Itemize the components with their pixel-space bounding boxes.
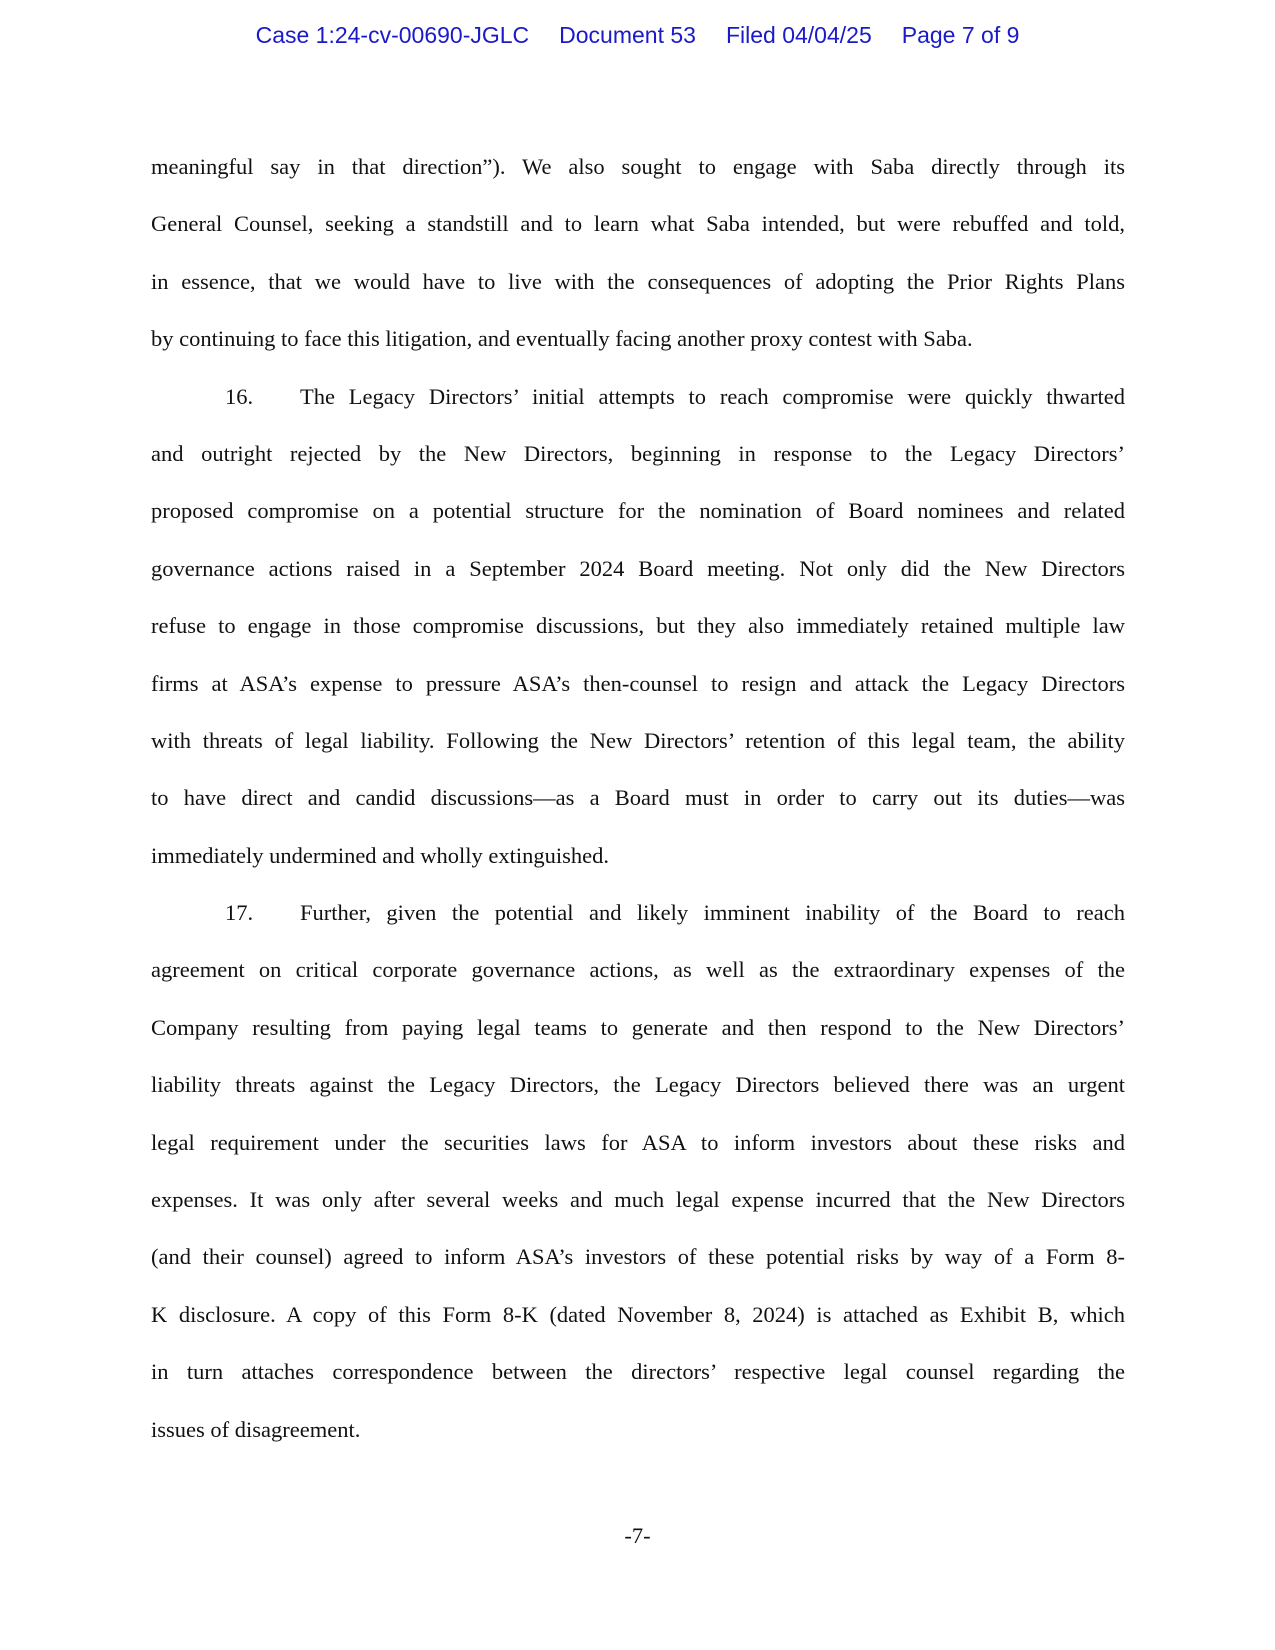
ecf-header <box>0 22 1275 49</box>
paragraph-continuation <box>151 138 1125 368</box>
paragraph-17 <box>151 884 1125 1458</box>
text-line: proposed compromise on a potential structure for the nomination of Board nominees and related <box>151 498 1125 524</box>
text-line: in essence, that we would have to live with the consequences of adopting the Prior Rights Plans <box>151 268 1125 294</box>
page-indicator: Page 7 of 9 <box>901 22 1020 48</box>
text-line: expenses. It was only after several weeks and much legal expense incurred that the New Directors <box>151 1187 1125 1213</box>
text-line: in turn attaches correspondence between the directors’ respective legal counsel regarding the <box>151 1359 1125 1385</box>
text-line: K disclosure. A copy of this Form 8-K (dated November 8, 2024) is attached as Exhibit B, which <box>151 1301 1125 1327</box>
text-line: immediately undermined and wholly extinguished. <box>151 842 610 868</box>
text-line: liability threats against the Legacy Directors, the Legacy Directors believed there was an urgent <box>151 1072 1125 1098</box>
text-line: with threats of legal liability. Following the New Directors’ retention of this legal team, the ability <box>151 727 1125 753</box>
text-line: governance actions raised in a September 2024 Board meeting. Not only did the New Directors <box>151 555 1125 581</box>
text-line: Company resulting from paying legal teams to generate and then respond to the New Directors’ <box>151 1014 1125 1040</box>
text-line: legal requirement under the securities laws for ASA to inform investors about these risks and <box>151 1129 1125 1155</box>
text-line <box>151 368 1125 425</box>
document-body <box>151 138 1125 1458</box>
text-line: issues of disagreement. <box>151 1416 361 1442</box>
paragraph-number: 17. <box>225 900 254 926</box>
document-number: Document 53 <box>559 22 696 48</box>
text-line: firms at ASA’s expense to pressure ASA’s then-counsel to resign and attack the Legacy Directors <box>151 670 1125 696</box>
page-number-footer: -7- <box>624 1523 651 1548</box>
text-line: by continuing to face this litigation, and eventually facing another proxy contest with Saba. <box>151 326 973 352</box>
text-line-content: Further, given the potential and likely imminent inability of the Board to reach <box>300 900 1125 926</box>
paragraph-16 <box>151 368 1125 885</box>
text-line <box>151 884 1125 941</box>
text-line: to have direct and candid discussions—as a Board must in order to carry out its duties—was <box>151 785 1125 811</box>
text-line: meaningful say in that direction”). We also sought to engage with Saba directly through its <box>151 154 1125 179</box>
text-line: agreement on critical corporate governance actions, as well as the extraordinary expenses of the <box>151 957 1125 983</box>
text-line: refuse to engage in those compromise discussions, but they also immediately retained multiple law <box>151 613 1125 639</box>
text-line: General Counsel, seeking a standstill and to learn what Saba intended, but were rebuffed and told, <box>151 211 1125 237</box>
filed-date: Filed 04/04/25 <box>725 22 872 48</box>
text-line: (and their counsel) agreed to inform ASA’s investors of these potential risks by way of a Form 8- <box>151 1244 1125 1270</box>
case-number: Case 1:24-cv-00690-JGLC <box>255 22 530 48</box>
text-line: and outright rejected by the New Directors, beginning in response to the Legacy Directors’ <box>151 440 1125 466</box>
text-line-content: The Legacy Directors’ initial attempts to reach compromise were quickly thwarted <box>300 383 1125 409</box>
paragraph-number: 16. <box>225 383 254 409</box>
